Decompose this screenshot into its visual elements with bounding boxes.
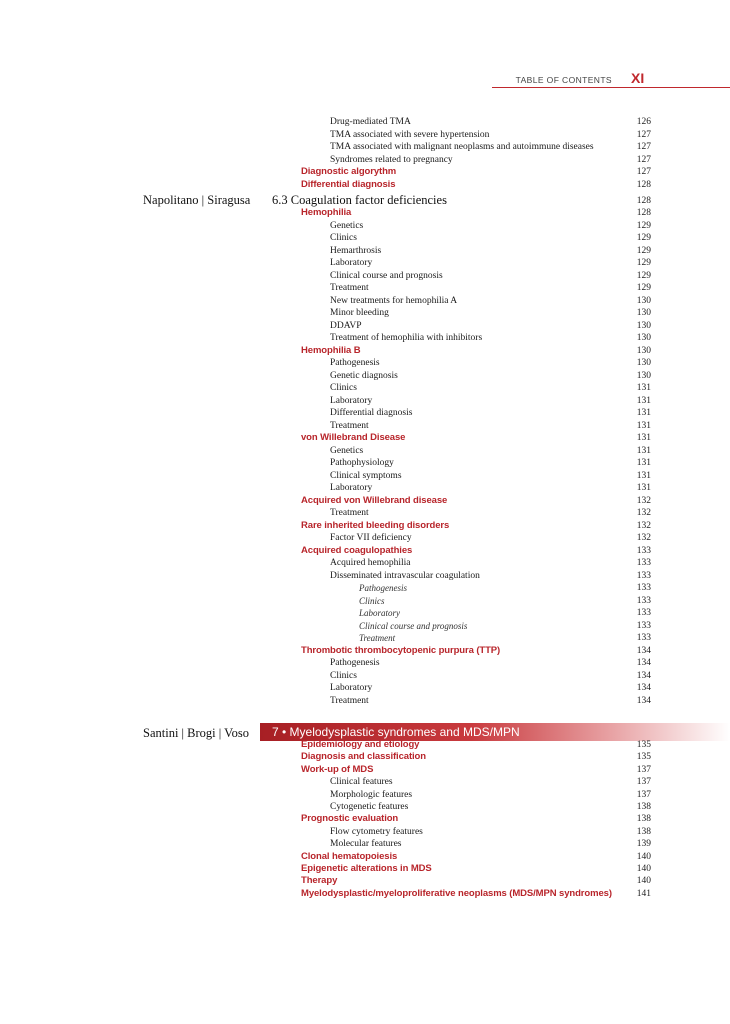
toc-entry: DDAVP <box>330 320 362 331</box>
toc-page-number: 135 <box>636 752 651 763</box>
toc-page-number: 131 <box>636 470 651 481</box>
toc-page-number: 133 <box>636 583 651 593</box>
toc-entry: Clinical course and prognosis <box>330 270 443 281</box>
toc-page-number: 134 <box>636 683 651 693</box>
toc-entry: Hemophilia <box>301 207 352 218</box>
toc-entry: Diagnostic algorythm <box>301 166 397 177</box>
toc-page-number: 130 <box>636 370 651 381</box>
toc-page-number: 137 <box>636 777 651 788</box>
toc-page-number: 133 <box>636 545 651 556</box>
toc-page-number: 137 <box>636 764 651 775</box>
toc-entry: Genetic diagnosis <box>330 370 398 381</box>
toc-entry: Clinics <box>330 383 357 393</box>
section-title: 6.3 Coagulation factor deficiencies <box>272 193 447 207</box>
toc-page-number: 138 <box>636 814 651 825</box>
header-page-number: XI <box>631 70 645 86</box>
toc-entry: Epidemiology and etiology <box>301 739 420 750</box>
toc-entry: Acquired hemophilia <box>330 558 411 568</box>
toc-entry: Syndromes related to pregnancy <box>330 154 453 165</box>
toc-page-number: 129 <box>636 245 651 256</box>
toc-page-number: 132 <box>636 508 651 518</box>
toc-entry: Acquired von Willebrand disease <box>301 494 448 506</box>
toc-entry: Treatment of hemophilia with inhibitors <box>330 333 483 343</box>
toc-entry: Treatment <box>330 283 369 293</box>
toc-entry: Differential diagnosis <box>301 178 396 190</box>
toc-entry: Laboratory <box>330 258 373 268</box>
toc-entry: von Willebrand Disease <box>301 432 406 443</box>
toc-page-number: 127 <box>636 142 651 152</box>
toc-entry: Clinics <box>330 670 357 681</box>
toc-page-number: 140 <box>636 876 651 887</box>
toc-page-number: 130 <box>636 308 651 318</box>
toc-entry: Laboratory <box>330 483 373 493</box>
toc-entry: Hemophilia B <box>301 344 361 356</box>
toc-page-number: 137 <box>636 789 651 800</box>
toc-page-number: 129 <box>636 283 651 293</box>
toc-page-number: 130 <box>636 345 651 356</box>
toc-entry: Rare inherited bleeding disorders <box>301 519 450 531</box>
toc-entry: Disseminated intravascular coagulation <box>330 570 480 581</box>
toc-page-number: 130 <box>636 333 651 343</box>
toc-entry: Laboratory <box>359 608 401 618</box>
toc-page-number: 133 <box>636 608 651 618</box>
toc-entry: Treatment <box>330 420 369 431</box>
toc-entry: Treatment <box>359 633 396 643</box>
toc-page-number: 138 <box>636 826 651 837</box>
toc-entry: Flow cytometry features <box>330 826 423 837</box>
toc-entry: Diagnosis and classification <box>301 751 426 763</box>
toc-page-number: 133 <box>636 620 651 631</box>
toc-page-number: 131 <box>636 433 651 443</box>
toc-page-number: 131 <box>636 458 651 468</box>
toc-page-number: 131 <box>636 445 651 456</box>
toc-entry: Laboratory <box>330 395 373 406</box>
toc-entry: Genetics <box>330 220 364 231</box>
toc-entry: Clinical course and prognosis <box>359 620 468 631</box>
toc-entry: Hemarthrosis <box>330 245 382 256</box>
toc-page-number: 133 <box>636 633 651 643</box>
toc-entry: Factor VII deficiency <box>330 533 412 543</box>
toc-entry: Treatment <box>330 695 369 706</box>
toc-page-number: 140 <box>636 864 651 874</box>
toc-page-number: 131 <box>636 395 651 406</box>
toc-page-number: 138 <box>636 802 651 812</box>
toc-entry: Pathogenesis <box>330 658 380 668</box>
toc-entry: Epigenetic alterations in MDS <box>301 863 432 874</box>
toc-page-number: 130 <box>636 320 651 331</box>
toc-page-number: 129 <box>636 233 651 243</box>
toc-page-number: 132 <box>636 495 651 506</box>
toc-page-number: 134 <box>636 645 651 656</box>
toc-page-number: 127 <box>636 167 651 177</box>
toc-entry: Clinical symptoms <box>330 470 402 481</box>
toc-page-number: 134 <box>636 695 651 706</box>
toc-entry: Differential diagnosis <box>330 408 413 418</box>
toc-page-number: 132 <box>636 520 651 531</box>
toc-entry: Pathogenesis <box>330 358 380 368</box>
toc-entry: Molecular features <box>330 839 402 850</box>
section-page: 128 <box>636 196 651 206</box>
toc-page-number: 129 <box>636 220 651 231</box>
toc-page-number: 128 <box>636 179 651 190</box>
toc-page-number: 133 <box>636 558 651 568</box>
toc-entry: New treatments for hemophilia A <box>330 295 458 306</box>
header-label: TABLE OF CONTENTS <box>515 75 612 85</box>
toc-entry: Therapy <box>301 875 338 887</box>
chapter-title: 7 • Myelodysplastic syndromes and MDS/MPN <box>272 725 520 739</box>
toc-page-number: 134 <box>636 658 651 668</box>
toc-page-number: 130 <box>636 358 651 368</box>
toc-page-number: 133 <box>636 595 651 606</box>
toc-page-number: 139 <box>636 839 651 850</box>
toc-page-number: 131 <box>636 420 651 431</box>
toc-entry: Morphologic features <box>330 789 413 800</box>
toc-page-number: 140 <box>636 851 651 862</box>
toc-page-number: 135 <box>636 740 651 750</box>
toc-entry: TMA associated with malignant neoplasms and autoimmune diseases <box>330 142 594 152</box>
toc-entry: Clinics <box>330 233 357 243</box>
toc-entry: Prognostic evaluation <box>301 813 399 825</box>
toc-entry: Laboratory <box>330 683 373 693</box>
toc-page-number: 131 <box>636 483 651 493</box>
toc-entry: Minor bleeding <box>330 308 389 318</box>
toc-page-number: 128 <box>636 208 651 218</box>
toc-entry: Drug-mediated TMA <box>330 117 411 127</box>
toc-entry: Cytogenetic features <box>330 802 409 812</box>
toc-page-number: 133 <box>636 570 651 581</box>
toc-entry: Clinical features <box>330 777 393 788</box>
toc-entry: Pathophysiology <box>330 458 394 468</box>
toc-entry: Pathogenesis <box>359 583 407 593</box>
toc-entry: TMA associated with severe hypertension <box>330 129 490 140</box>
toc-page-number: 141 <box>636 888 651 899</box>
toc-entry: Acquired coagulopathies <box>301 544 413 556</box>
toc-page-number: 130 <box>636 295 651 306</box>
toc-page-number: 127 <box>636 154 651 165</box>
toc-page-number: 131 <box>636 408 651 418</box>
toc-entry: Treatment <box>330 508 369 518</box>
toc-entry: Myelodysplastic/myeloproliferative neoplasms (MDS/MPN syndromes) <box>301 887 612 899</box>
toc-page-number: 127 <box>636 129 651 140</box>
toc-entry: Thrombotic thrombocytopenic purpura (TTP) <box>301 644 501 656</box>
toc-page-number: 134 <box>636 670 651 681</box>
header-rule <box>492 87 730 88</box>
author-names: Napolitano | Siragusa <box>143 193 251 207</box>
toc-page-number: 132 <box>636 533 651 543</box>
toc-page-number: 126 <box>636 117 651 127</box>
toc-page-number: 129 <box>636 258 651 268</box>
author-names: Santini | Brogi | Voso <box>143 726 249 740</box>
toc-page-number: 129 <box>636 270 651 281</box>
toc-entry: Clinics <box>359 595 385 606</box>
toc-entry: Clonal hematopoiesis <box>301 850 398 862</box>
toc-entry: Work-up of MDS <box>301 763 374 775</box>
toc-page-number: 131 <box>636 383 651 393</box>
toc-entry: Genetics <box>330 445 364 456</box>
